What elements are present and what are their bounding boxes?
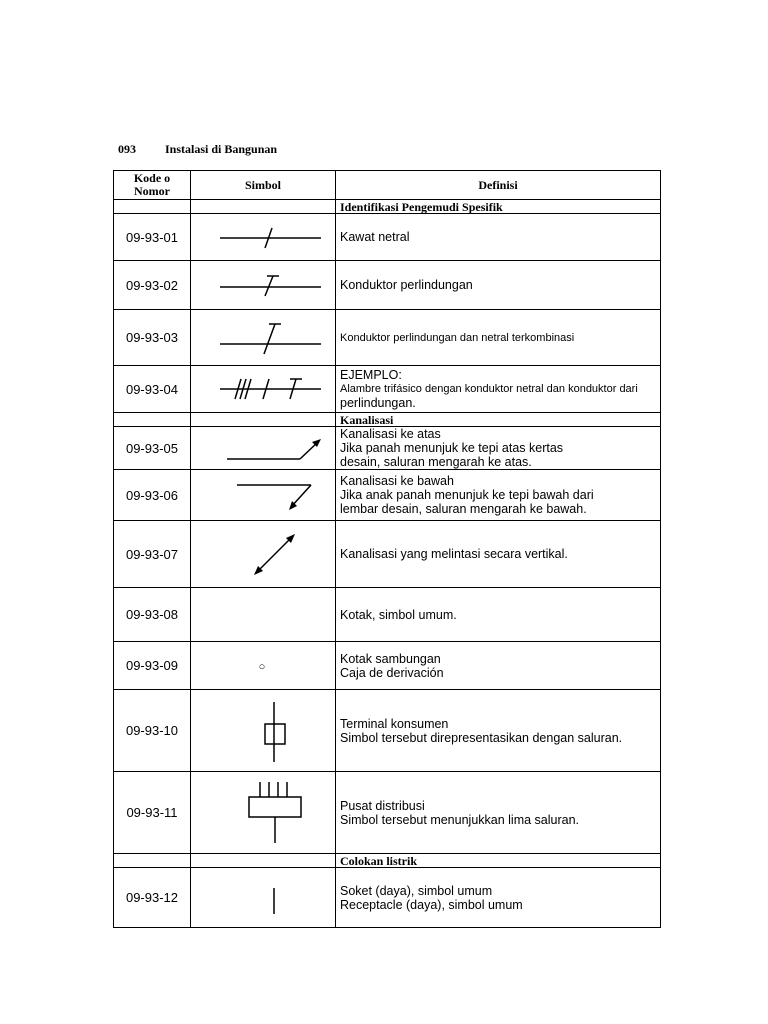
- junction-box-icon: ○: [258, 660, 266, 673]
- row-definition: Kotak, simbol umum.: [336, 588, 661, 642]
- symbol-cell-empty: [191, 588, 336, 642]
- col-header-code: Kode o Nomor: [114, 171, 191, 200]
- section-label: Colokan listrik: [336, 854, 661, 868]
- row-definition: Konduktor perlindungan dan netral terkombinasi: [336, 310, 661, 366]
- row-definition: EJEMPLO: Alambre trifásico dengan konduktor netral dan konduktor dari perlindungan.: [336, 366, 661, 413]
- table-row: [114, 588, 661, 642]
- consumer-terminal-icon: [203, 696, 323, 766]
- symbol-cell: [191, 690, 336, 772]
- row-definition: Pusat distribusi Simbol tersebut menunjukkan lima saluran.: [336, 772, 661, 854]
- table-header-row: [114, 171, 661, 200]
- row-definition: Soket (daya), simbol umum Receptacle (daya), simbol umum: [336, 868, 661, 928]
- row-definition: Kanalisasi yang melintasi secara vertikal.: [336, 521, 661, 588]
- symbol-cell: [191, 470, 336, 521]
- row-definition: Kotak sambungan Caja de derivación: [336, 642, 661, 690]
- symbol-cell: [191, 868, 336, 928]
- page-header: [118, 142, 277, 157]
- symbol-cell: [191, 261, 336, 310]
- table-row: [114, 772, 661, 854]
- channel-down-icon: [203, 475, 323, 515]
- table-row: [114, 690, 661, 772]
- table-row: [114, 470, 661, 521]
- symbol-cell: [191, 521, 336, 588]
- line-three-phase-icon: [203, 374, 323, 404]
- symbol-table: [113, 170, 661, 928]
- table-row: [114, 868, 661, 928]
- section-row: [114, 200, 661, 214]
- section-row: [114, 413, 661, 427]
- channel-up-icon: [203, 431, 323, 465]
- table-row: [114, 214, 661, 261]
- section-title: Instalasi di Bangunan: [165, 142, 278, 156]
- section-label: Identifikasi Pengemudi Spesifik: [336, 200, 661, 214]
- table-row: [114, 427, 661, 470]
- row-code: 09-93-05: [114, 427, 191, 470]
- col-header-definition: Definisi: [336, 171, 661, 200]
- symbol-cell: [191, 310, 336, 366]
- row-definition: Terminal konsumen Simbol tersebut direpresentasikan dengan saluran.: [336, 690, 661, 772]
- line-combined-neutral-protective-icon: [203, 318, 323, 358]
- row-definition: Konduktor perlindungan: [336, 261, 661, 310]
- row-definition: Kanalisasi ke bawah Jika anak panah menunjuk ke tepi bawah dari lembar desain, saluran mengarah ke bawah.: [336, 470, 661, 521]
- distribution-center-icon: [203, 777, 323, 849]
- row-definition: Kawat netral: [336, 214, 661, 261]
- row-code: 09-93-07: [114, 521, 191, 588]
- channel-vertical-crossing-icon: [203, 529, 323, 579]
- table-row: [114, 310, 661, 366]
- symbol-cell: [191, 366, 336, 413]
- row-code: 09-93-11: [114, 772, 191, 854]
- section-row: [114, 854, 661, 868]
- row-code: 09-93-08: [114, 588, 191, 642]
- symbol-cell: [191, 772, 336, 854]
- line-protective-conductor-icon: [203, 270, 323, 300]
- col-header-symbol: Simbol: [191, 171, 336, 200]
- table-row: [114, 521, 661, 588]
- row-code: 09-93-01: [114, 214, 191, 261]
- table-row: [114, 366, 661, 413]
- symbol-cell: [191, 642, 336, 690]
- row-code: 09-93-04: [114, 366, 191, 413]
- row-code: 09-93-09: [114, 642, 191, 690]
- section-code: 093: [118, 142, 136, 156]
- section-label: Kanalisasi: [336, 413, 661, 427]
- symbol-cell: [191, 214, 336, 261]
- table-row: [114, 642, 661, 690]
- symbol-cell: [191, 427, 336, 470]
- row-code: 09-93-10: [114, 690, 191, 772]
- row-code: 09-93-03: [114, 310, 191, 366]
- table-row: [114, 261, 661, 310]
- row-definition: Kanalisasi ke atas Jika panah menunjuk ke tepi atas kertas desain, saluran mengarah ke atas.: [336, 427, 661, 470]
- line-one-slash-icon: [203, 222, 323, 252]
- socket-icon: [203, 878, 323, 918]
- row-code: 09-93-12: [114, 868, 191, 928]
- row-code: 09-93-06: [114, 470, 191, 521]
- row-code: 09-93-02: [114, 261, 191, 310]
